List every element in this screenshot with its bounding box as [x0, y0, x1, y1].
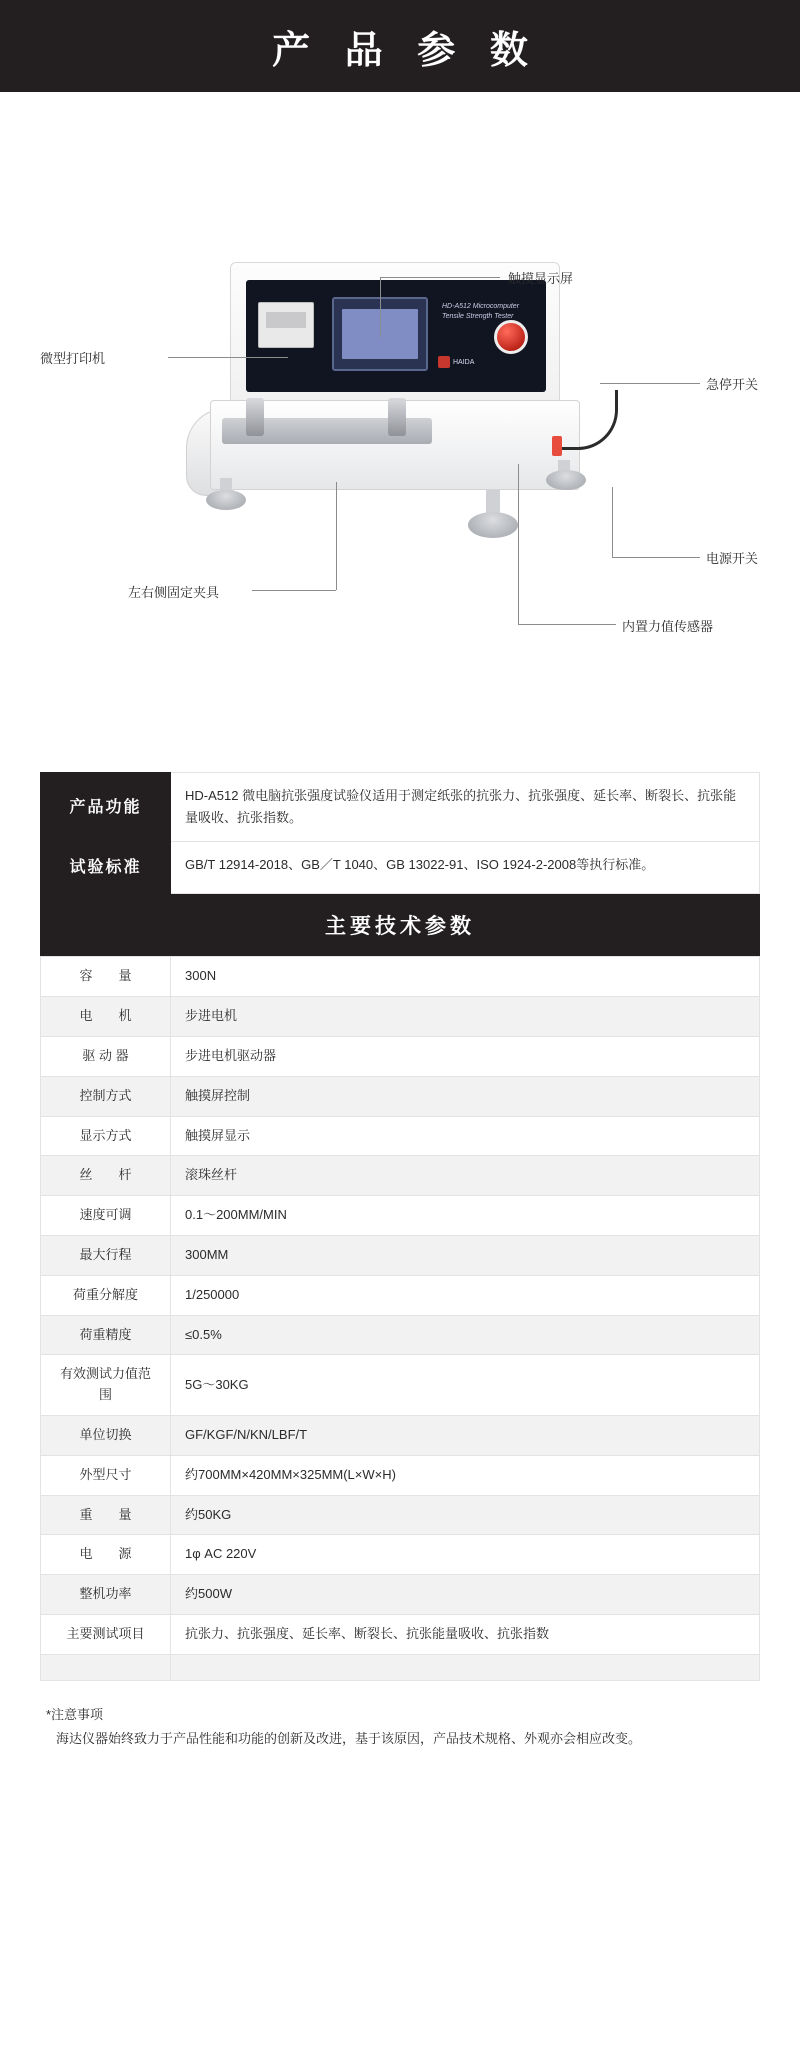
brand-logo: HAIDA — [438, 356, 474, 368]
row-label-product-function: 产品功能 — [41, 773, 171, 842]
table-row — [41, 997, 760, 1037]
table-row — [41, 1235, 760, 1275]
technical-parameters-table — [40, 956, 760, 1680]
table-row — [41, 1535, 760, 1575]
power-switch-part — [552, 436, 562, 456]
micro-printer-part — [258, 302, 314, 348]
spec-value: 300MM — [171, 1235, 760, 1275]
spec-key: 容 量 — [41, 957, 171, 997]
spec-value: 0.1～200MM/MIN — [171, 1196, 760, 1236]
spec-key: 有效测试力值范围 — [41, 1355, 171, 1416]
specification-tables — [0, 772, 800, 1681]
spec-value: 滚珠丝杆 — [171, 1156, 760, 1196]
row-value-product-function: HD-A512 微电脑抗张强度试验仪适用于测定纸张的抗张力、抗张强度、延长率、断裂长、抗张能量吸收、抗张指数。 — [171, 773, 760, 842]
spec-key: 控制方式 — [41, 1076, 171, 1116]
leader-line — [252, 590, 336, 591]
table-row — [41, 1575, 760, 1615]
leader-line — [518, 624, 616, 625]
spec-value: 触摸屏控制 — [171, 1076, 760, 1116]
spacer-cell — [41, 1654, 171, 1680]
callout-micro-printer: 微型打印机 — [40, 351, 106, 366]
spec-key: 电 源 — [41, 1535, 171, 1575]
row-value-test-standard: GB/T 12914-2018、GB／T 1040、GB 13022-91、ISO 1924-2-2008等执行标准。 — [171, 842, 760, 894]
spec-value: 约500W — [171, 1575, 760, 1615]
spec-key: 主要测试项目 — [41, 1614, 171, 1654]
emergency-stop-button-part — [494, 320, 528, 354]
product-illustration-area — [0, 92, 800, 772]
left-clamp-part — [246, 398, 264, 436]
table-row — [41, 1614, 760, 1654]
spec-value: 触摸屏显示 — [171, 1116, 760, 1156]
spec-key: 单位切换 — [41, 1415, 171, 1455]
leader-line — [612, 487, 613, 557]
spec-value: 1/250000 — [171, 1275, 760, 1315]
table-row — [41, 842, 760, 894]
callout-touch-screen: 触摸显示屏 — [508, 271, 574, 286]
right-clamp-part — [388, 398, 406, 436]
logo-mark-icon — [438, 356, 450, 368]
table-row — [41, 1036, 760, 1076]
spec-value: 5G～30KG — [171, 1355, 760, 1416]
leader-line — [612, 557, 700, 558]
table-row — [41, 1196, 760, 1236]
spec-value: 步进电机驱动器 — [171, 1036, 760, 1076]
spec-key: 荷重精度 — [41, 1315, 171, 1355]
table-row — [41, 1355, 760, 1416]
table-row-spacer — [41, 1654, 760, 1680]
table-row — [41, 1275, 760, 1315]
machine-control-panel — [246, 280, 546, 392]
spec-key: 外型尺寸 — [41, 1455, 171, 1495]
spacer-cell — [171, 1654, 760, 1680]
spec-value: ≤0.5% — [171, 1315, 760, 1355]
table-row — [41, 1495, 760, 1535]
product-overview-table — [40, 772, 760, 894]
table-row — [41, 1156, 760, 1196]
spec-value: 300N — [171, 957, 760, 997]
page-banner — [0, 0, 800, 92]
leader-line — [600, 383, 700, 384]
table-row — [41, 957, 760, 997]
table-row — [41, 1315, 760, 1355]
spec-key: 丝 杆 — [41, 1156, 171, 1196]
table-row — [41, 1076, 760, 1116]
leader-line — [518, 464, 519, 624]
machine-foot — [546, 470, 586, 490]
footnote-body: 海达仪器始终致力于产品性能和功能的创新及改进，基于该原因，产品技术规格、外观亦会相应改变。 — [56, 1731, 642, 1747]
spec-key: 显示方式 — [41, 1116, 171, 1156]
row-label-test-standard: 试验标准 — [41, 842, 171, 894]
callout-built-in-sensor: 内置力值传感器 — [622, 619, 714, 634]
table-row — [41, 1415, 760, 1455]
footnote-block — [0, 1681, 800, 1782]
leader-line — [380, 277, 381, 337]
spec-key: 驱 动 器 — [41, 1036, 171, 1076]
spec-key: 整机功率 — [41, 1575, 171, 1615]
spec-key: 最大行程 — [41, 1235, 171, 1275]
spec-key: 电 机 — [41, 997, 171, 1037]
machine-model-text: HD-A512 Microcomputer Tensile Strength Tester — [442, 303, 520, 320]
table-row — [41, 773, 760, 842]
machine-foot — [206, 490, 246, 510]
leader-line — [336, 482, 337, 590]
spec-value: 1φ AC 220V — [171, 1535, 760, 1575]
spec-value: GF/KGF/N/KN/LBF/T — [171, 1415, 760, 1455]
spec-key: 速度可调 — [41, 1196, 171, 1236]
section-header-tech-params: 主要技术参数 — [40, 894, 760, 956]
power-cable — [558, 390, 618, 450]
spec-value: 步进电机 — [171, 997, 760, 1037]
page-title: 产 品 参 数 — [272, 29, 540, 72]
table-row — [41, 1455, 760, 1495]
machine-foot — [468, 512, 518, 538]
callout-emergency-stop: 急停开关 — [706, 377, 759, 392]
table-row — [41, 1116, 760, 1156]
spec-key: 荷重分解度 — [41, 1275, 171, 1315]
spec-value: 约50KG — [171, 1495, 760, 1535]
tensile-tester-illustration — [150, 222, 650, 642]
spec-key: 重 量 — [41, 1495, 171, 1535]
spec-value: 约700MM×420MM×325MM(L×W×H) — [171, 1455, 760, 1495]
leader-line — [168, 357, 288, 358]
leader-line — [380, 277, 500, 278]
footnote-title: *注意事项 — [46, 1706, 104, 1722]
callout-power-switch: 电源开关 — [706, 551, 759, 566]
callout-side-clamps: 左右侧固定夹具 — [128, 585, 220, 600]
spec-value: 抗张力、抗张强度、延长率、断裂长、抗张能量吸收、抗张指数 — [171, 1614, 760, 1654]
